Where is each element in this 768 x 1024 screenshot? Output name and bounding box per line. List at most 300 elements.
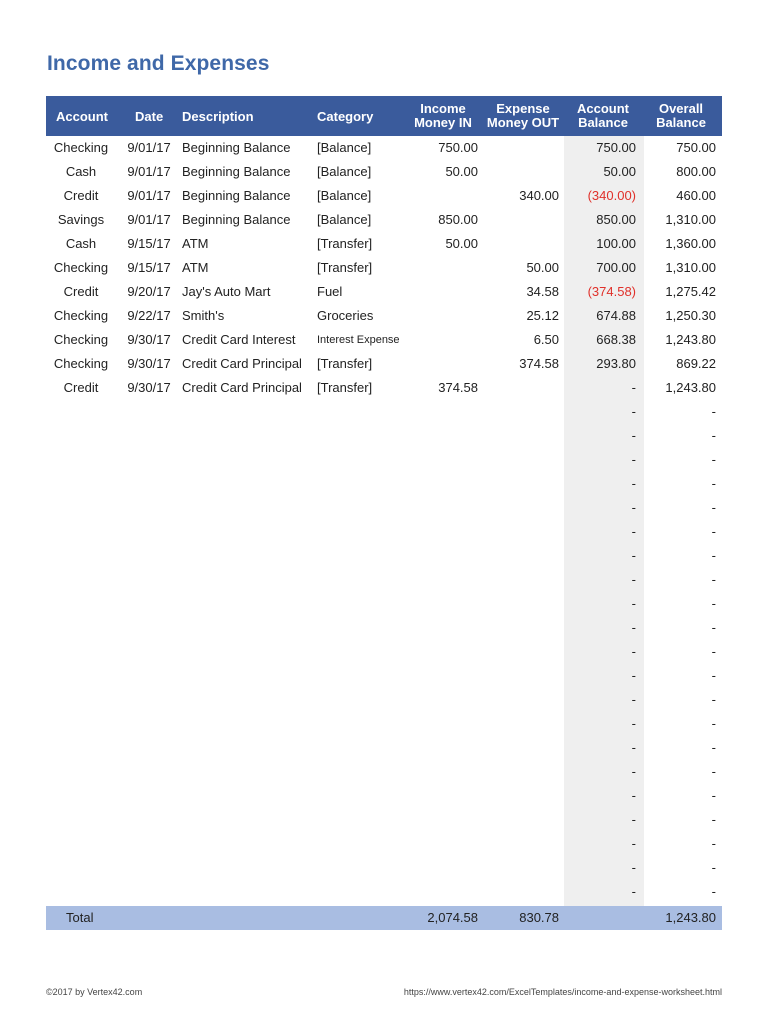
cell-description: Beginning Balance: [182, 140, 291, 155]
cell-description: Credit Card Interest: [182, 332, 296, 347]
cell-date: 9/15/17: [127, 260, 171, 275]
cell-account: [46, 760, 116, 784]
cell-date: [124, 808, 174, 832]
table-row: [46, 736, 722, 760]
cell-expense: [486, 760, 559, 784]
cell-income: 850.00: [438, 212, 478, 227]
cell-date: 9/30/17: [127, 332, 171, 347]
table-row: [46, 784, 722, 808]
cell-expense: 50.00: [526, 260, 559, 275]
cell-account-balance: 750.00: [596, 140, 636, 155]
cell-account: Cash: [65, 164, 97, 179]
cell-category: [317, 688, 407, 712]
cell-expense: [486, 688, 559, 712]
cell-account-balance: -: [631, 476, 636, 491]
table-row: [46, 832, 722, 856]
cell-income: [406, 472, 478, 496]
cell-category: [317, 472, 407, 496]
cell-category: [317, 856, 407, 880]
cell-account-balance: -: [631, 716, 636, 731]
totals-row: [46, 906, 722, 930]
cell-account: [46, 640, 116, 664]
cell-income: [406, 736, 478, 760]
cell-account: [46, 664, 116, 688]
cell-account: [46, 832, 116, 856]
cell-overall-balance: -: [711, 812, 716, 827]
table-row: [46, 496, 722, 520]
cell-date: [124, 544, 174, 568]
cell-overall-balance: -: [711, 428, 716, 443]
cell-date: [124, 424, 174, 448]
table-row: [46, 568, 722, 592]
cell-overall-balance: 800.00: [676, 164, 716, 179]
cell-date: [124, 736, 174, 760]
header-account-balance: [566, 96, 640, 136]
table-row: [46, 520, 722, 544]
cell-description: ATM: [182, 236, 209, 251]
cell-account-balance: -: [631, 572, 636, 587]
cell-expense: [486, 592, 559, 616]
cell-category: [317, 832, 407, 856]
cell-category: [Balance]: [317, 164, 372, 179]
cell-date: [124, 640, 174, 664]
cell-description: [182, 880, 312, 904]
cell-description: [182, 520, 312, 544]
table-row: [46, 136, 722, 160]
cell-income: [406, 856, 478, 880]
cell-description: [182, 832, 312, 856]
cell-date: [124, 880, 174, 904]
cell-account-balance: 100.00: [596, 236, 636, 251]
cell-category: [317, 880, 407, 904]
cell-expense: [486, 496, 559, 520]
cell-income: [406, 832, 478, 856]
cell-date: 9/30/17: [127, 380, 171, 395]
cell-description: Credit Card Principal: [182, 380, 302, 395]
cell-income: [406, 280, 478, 304]
cell-expense: 25.12: [526, 308, 559, 323]
cell-overall-balance: -: [711, 764, 716, 779]
cell-income: 374.58: [438, 380, 478, 395]
cell-category: [Balance]: [317, 140, 372, 155]
cell-date: 9/01/17: [127, 212, 171, 227]
cell-date: 9/20/17: [127, 284, 171, 299]
cell-overall-balance: -: [711, 788, 716, 803]
cell-overall-balance: -: [711, 716, 716, 731]
cell-overall-balance: -: [711, 404, 716, 419]
table-row: [46, 400, 722, 424]
total-overall: 1,243.80: [665, 910, 716, 925]
cell-expense: [486, 664, 559, 688]
cell-account-balance: -: [631, 884, 636, 899]
cell-overall-balance: -: [711, 668, 716, 683]
cell-category: [317, 424, 407, 448]
cell-expense: [486, 448, 559, 472]
cell-account-balance: 50.00: [603, 164, 636, 179]
cell-overall-balance: -: [711, 452, 716, 467]
cell-description: [182, 784, 312, 808]
cell-date: 9/22/17: [127, 308, 171, 323]
cell-description: Beginning Balance: [182, 188, 291, 203]
cell-account-balance: -: [631, 596, 636, 611]
table-row: [46, 256, 722, 280]
cell-description: [182, 472, 312, 496]
cell-account: [46, 544, 116, 568]
table-row: [46, 472, 722, 496]
cell-description: Jay's Auto Mart: [182, 284, 271, 299]
cell-category: [Balance]: [317, 212, 372, 227]
cell-overall-balance: 1,243.80: [665, 332, 716, 347]
cell-description: Beginning Balance: [182, 164, 291, 179]
cell-account: [46, 424, 116, 448]
cell-date: [124, 568, 174, 592]
cell-expense: [486, 376, 559, 400]
cell-category: Interest Expense: [317, 334, 400, 346]
cell-description: [182, 640, 312, 664]
cell-category: [317, 448, 407, 472]
cell-expense: [486, 400, 559, 424]
cell-income: [406, 880, 478, 904]
cell-income: [406, 544, 478, 568]
cell-date: 9/01/17: [127, 188, 171, 203]
cell-expense: 34.58: [526, 284, 559, 299]
cell-income: [406, 688, 478, 712]
cell-date: [124, 856, 174, 880]
cell-date: [124, 784, 174, 808]
table-row: [46, 880, 722, 904]
cell-category: [317, 592, 407, 616]
cell-account-balance: -: [631, 548, 636, 563]
cell-income: [406, 496, 478, 520]
table-row: [46, 352, 722, 376]
table-row: [46, 760, 722, 784]
table-row: [46, 712, 722, 736]
cell-description: [182, 760, 312, 784]
cell-description: [182, 616, 312, 640]
cell-income: [406, 184, 478, 208]
cell-income: 50.00: [445, 236, 478, 251]
cell-overall-balance: -: [711, 620, 716, 635]
cell-overall-balance: 750.00: [676, 140, 716, 155]
cell-expense: [486, 856, 559, 880]
table-row: [46, 544, 722, 568]
cell-account: Credit: [63, 380, 99, 395]
cell-account-balance: 850.00: [596, 212, 636, 227]
cell-category: [317, 784, 407, 808]
header-account-balance-line2: Balance: [578, 115, 628, 130]
cell-category: Fuel: [317, 284, 343, 299]
cell-account: [46, 688, 116, 712]
table-row: [46, 664, 722, 688]
cell-account-balance: -: [631, 788, 636, 803]
cell-date: [124, 688, 174, 712]
cell-account-balance: -: [631, 836, 636, 851]
header-expense: [484, 96, 562, 136]
cell-description: ATM: [182, 260, 209, 275]
cell-description: [182, 664, 312, 688]
cell-description: [182, 424, 312, 448]
cell-overall-balance: 1,310.00: [665, 212, 716, 227]
cell-account: [46, 568, 116, 592]
cell-income: 750.00: [438, 140, 478, 155]
cell-expense: [486, 160, 559, 184]
table-row: [46, 640, 722, 664]
cell-expense: [486, 424, 559, 448]
cell-income: [406, 352, 478, 376]
header-overall-balance-line2: Balance: [656, 115, 706, 130]
cell-description: [182, 448, 312, 472]
cell-account-balance: (340.00): [587, 188, 636, 203]
cell-income: [406, 424, 478, 448]
cell-date: 9/01/17: [127, 140, 171, 155]
cell-category: [317, 616, 407, 640]
cell-description: Credit Card Principal: [182, 356, 302, 371]
cell-category: [317, 712, 407, 736]
cell-description: [182, 808, 312, 832]
cell-category: [Transfer]: [317, 260, 373, 275]
cell-expense: [486, 640, 559, 664]
cell-account-balance: 700.00: [596, 260, 636, 275]
cell-category: [317, 568, 407, 592]
table-header: [46, 96, 722, 136]
cell-expense: 340.00: [519, 188, 559, 203]
cell-overall-balance: 1,275.42: [665, 284, 716, 299]
table-row: [46, 688, 722, 712]
cell-date: [124, 520, 174, 544]
cell-description: Smith's: [182, 308, 225, 323]
cell-account-balance: -: [631, 668, 636, 683]
cell-account-balance: -: [631, 500, 636, 515]
table-row: [46, 376, 722, 400]
page-title: Income and Expenses: [47, 52, 270, 75]
cell-overall-balance: -: [711, 836, 716, 851]
cell-account: [46, 856, 116, 880]
table-row: [46, 424, 722, 448]
cell-account-balance: -: [631, 524, 636, 539]
cell-category: [317, 496, 407, 520]
cell-income: [406, 568, 478, 592]
cell-overall-balance: 1,250.30: [665, 308, 716, 323]
cell-account-balance: (374.58): [587, 284, 636, 299]
cell-overall-balance: -: [711, 500, 716, 515]
cell-category: [317, 808, 407, 832]
cell-expense: [486, 832, 559, 856]
cell-account: [46, 592, 116, 616]
cell-category: [317, 760, 407, 784]
cell-expense: [486, 712, 559, 736]
cell-account-balance: -: [631, 692, 636, 707]
cell-category: Groceries: [317, 308, 374, 323]
footer-url[interactable]: https://www.vertex42.com/ExcelTemplates/income-and-expense-worksheet.html: [403, 987, 722, 997]
cell-income: 50.00: [445, 164, 478, 179]
header-expense-line2: Money OUT: [486, 115, 560, 130]
cell-category: [317, 544, 407, 568]
header-account: Account: [56, 108, 108, 124]
total-income: 2,074.58: [427, 910, 478, 925]
cell-overall-balance: -: [711, 692, 716, 707]
table-row: [46, 304, 722, 328]
cell-date: [124, 448, 174, 472]
cell-account-balance: -: [631, 452, 636, 467]
cell-account: [46, 808, 116, 832]
table-body: [46, 136, 722, 906]
cell-overall-balance: 460.00: [676, 188, 716, 203]
cell-account: [46, 712, 116, 736]
cell-expense: [486, 568, 559, 592]
cell-date: [124, 616, 174, 640]
table-row: [46, 592, 722, 616]
table-row: [46, 184, 722, 208]
cell-category: [Balance]: [317, 188, 372, 203]
cell-description: [182, 592, 312, 616]
cell-account-balance: -: [631, 380, 636, 395]
cell-overall-balance: 869.22: [676, 356, 716, 371]
cell-date: 9/30/17: [127, 356, 171, 371]
cell-account: Credit: [63, 188, 99, 203]
cell-date: [124, 472, 174, 496]
cell-date: 9/15/17: [127, 236, 171, 251]
total-label: Total: [66, 910, 94, 925]
cell-account: Cash: [65, 236, 97, 251]
cell-account: Checking: [53, 356, 109, 371]
cell-account-balance: 674.88: [596, 308, 636, 323]
cell-expense: [486, 136, 559, 160]
cell-account: Checking: [53, 260, 109, 275]
cell-overall-balance: -: [711, 524, 716, 539]
table-row: [46, 808, 722, 832]
cell-description: [182, 712, 312, 736]
header-overall-balance: [644, 96, 718, 136]
cell-income: [406, 520, 478, 544]
cell-income: [406, 328, 478, 352]
total-expense: 830.78: [519, 910, 559, 925]
cell-income: [406, 400, 478, 424]
cell-overall-balance: -: [711, 860, 716, 875]
header-date: Date: [135, 108, 164, 124]
cell-account: Checking: [53, 332, 109, 347]
cell-description: [182, 400, 312, 424]
cell-account: Credit: [63, 284, 99, 299]
cell-overall-balance: -: [711, 884, 716, 899]
header-description: Description: [182, 108, 254, 124]
cell-overall-balance: -: [711, 548, 716, 563]
cell-account: [46, 496, 116, 520]
cell-expense: [486, 808, 559, 832]
cell-account-balance: -: [631, 620, 636, 635]
header-income: [408, 96, 478, 136]
cell-account: [46, 520, 116, 544]
income-expense-table: [46, 96, 722, 930]
cell-category: [317, 664, 407, 688]
cell-overall-balance: 1,243.80: [665, 380, 716, 395]
header-income-line1: Income: [420, 101, 466, 116]
cell-account: [46, 400, 116, 424]
cell-income: [406, 712, 478, 736]
footer-copyright: ©2017 by Vertex42.com: [46, 987, 143, 997]
cell-overall-balance: 1,310.00: [665, 260, 716, 275]
header-account-balance-line1: Account: [577, 101, 629, 116]
table-row: [46, 208, 722, 232]
header-income-line2: Money IN: [414, 115, 472, 130]
table-row: [46, 856, 722, 880]
cell-account: Savings: [57, 212, 105, 227]
cell-date: [124, 712, 174, 736]
cell-account: [46, 616, 116, 640]
table-row: [46, 448, 722, 472]
cell-category: [317, 640, 407, 664]
cell-account-balance: -: [631, 740, 636, 755]
cell-description: [182, 568, 312, 592]
header-overall-balance-line1: Overall: [658, 101, 704, 116]
cell-description: Beginning Balance: [182, 212, 291, 227]
cell-category: [Transfer]: [317, 356, 373, 371]
cell-income: [406, 256, 478, 280]
cell-overall-balance: -: [711, 644, 716, 659]
cell-account: [46, 472, 116, 496]
cell-account-balance: -: [631, 812, 636, 827]
cell-expense: [486, 208, 559, 232]
cell-income: [406, 592, 478, 616]
table-row: [46, 616, 722, 640]
cell-category: [Transfer]: [317, 236, 373, 251]
cell-income: [406, 784, 478, 808]
cell-account-balance: -: [631, 404, 636, 419]
cell-account-balance: -: [631, 428, 636, 443]
cell-expense: 6.50: [533, 332, 559, 347]
cell-category: [317, 520, 407, 544]
table-row: [46, 232, 722, 256]
cell-account: Checking: [53, 308, 109, 323]
cell-description: [182, 688, 312, 712]
header-category: Category: [317, 108, 374, 124]
cell-date: [124, 496, 174, 520]
cell-income: [406, 616, 478, 640]
cell-account: [46, 784, 116, 808]
cell-overall-balance: -: [711, 740, 716, 755]
cell-income: [406, 760, 478, 784]
cell-expense: [486, 880, 559, 904]
cell-account-balance: 293.80: [596, 356, 636, 371]
cell-date: [124, 400, 174, 424]
cell-description: [182, 496, 312, 520]
cell-expense: [486, 520, 559, 544]
cell-description: [182, 736, 312, 760]
cell-account: [46, 448, 116, 472]
cell-date: 9/01/17: [127, 164, 171, 179]
table-row: [46, 328, 722, 352]
cell-date: [124, 832, 174, 856]
cell-expense: [486, 472, 559, 496]
cell-expense: 374.58: [519, 356, 559, 371]
cell-category: [317, 736, 407, 760]
cell-account-balance: -: [631, 644, 636, 659]
cell-overall-balance: -: [711, 596, 716, 611]
cell-expense: [486, 544, 559, 568]
cell-category: [Transfer]: [317, 380, 373, 395]
header-expense-line1: Expense: [496, 101, 550, 116]
cell-account: Checking: [53, 140, 109, 155]
cell-income: [406, 304, 478, 328]
cell-date: [124, 760, 174, 784]
cell-expense: [486, 232, 559, 256]
cell-account: [46, 880, 116, 904]
cell-income: [406, 664, 478, 688]
cell-expense: [486, 784, 559, 808]
cell-account-balance: -: [631, 764, 636, 779]
table-row: [46, 160, 722, 184]
cell-income: [406, 448, 478, 472]
cell-expense: [486, 616, 559, 640]
